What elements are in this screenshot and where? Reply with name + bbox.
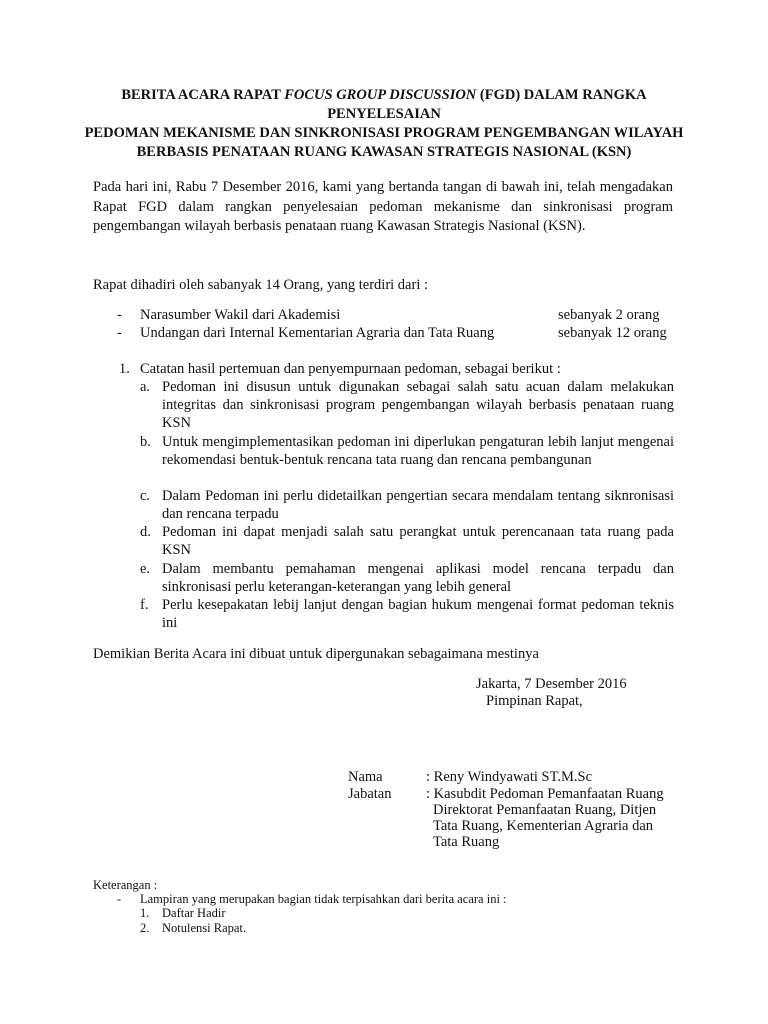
name-label: Nama — [348, 769, 383, 785]
title-line-1: BERITA ACARA RAPAT FOCUS GROUP DISCUSSION (FGD) DALAM RANGKA PENYELESAIAN — [121, 87, 647, 122]
position-line: : Kasubdit Pedoman Pemanfaatan Ruang — [426, 786, 664, 802]
closing-statement: Demikian Berita Acara ini dibuat untuk dipergunakan sebagaimana mestinya — [93, 646, 539, 662]
document-page: BERITA ACARA RAPAT FOCUS GROUP DISCUSSION (FGD) DALAM RANGKA PENYELESAIAN PEDOMAN MEKANISME DAN SINKRONISASI PROGRAM PENGEMBANGAN WILAYAH BERBASIS PENATAAN RUANG KAWASAN STRATEGIS NASIONAL (KSN) Pada hari ini, Rabu 7 Desember 2016, kami yang bertanda tangan di bawah ini, telah mengadakan Rapat FGD dalam rangkan penyelesaian pedoman mekanisme dan sinkronisasi program pengembangan wilayah berbasis penataan ruang Kawasan Strategis Nasional (KSN). Rapat dihadiri oleh sabanyak 14 Orang, yang terdiri dari : - Narasumber Wakil dari Akademisi sebanyak 2 orang - Undangan dari Internal Kementarian Agraria dan Tata Ruang sebanyak 12 orang 1. Catatan hasil pertemuan dan penyempurnaan pedoman, sebagai berikut : a. Pedoman ini disusun untuk digunakan sebagai salah satu acuan dalam melakukan integritas dan sinkronisasi program pengembangan wilayah berbasis penataan ruang KSN b. Untuk mengimplementasikan pedoman ini diperlukan pengaturan lebih lanjut mengenai rekomendasi bentuk-bentuk rencana tata ruang dan rencana pembangunan c. Dalam Pedoman ini perlu didetailkan pengertian secara mendalam tentang siknronisasi dan rencana terpadu d. Pedoman ini dapat menjadi salah satu perangkat untuk perencanaan tata ruang pada KSN e. Dalam membantu pemahaman mengenai aplikasi model rencana terpadu dan sinkronisasi perlu keterangan-keterangan yang lebih general f. Perlu kesepakatan lebij lanjut dengan bagian hukum mengenai format pedoman teknis ini Demikian Berita Acara ini dibuat untuk dipergunakan sebagaimana mestinya Jakarta, 7 Desember 2016 Pimpinan Rapat, Nama : Reny Windyawati ST.M.Sc Jabatan : Kasubdit Pedoman Pemanfaatan Ruang Direktorat Pemanfaatan Ruang, Ditjen Tata Ruang, Kementerian Agraria dan Tata Ruang Keterangan : - Lampiran yang merupakan bagian tidak terpisahkan dari berita acara ini : 1. Daftar Hadir 2. Notulensi Rapat. — [0, 0, 768, 1024]
intro-paragraph: Pada hari ini, Rabu 7 Desember 2016, kami yang bertanda tangan di bawah ini, telah mengadakan Rapat FGD dalam rangkan penyelesaian pedoman mekanisme dan sinkronisasi program pengembangan wilayah berbasis penataan ruang Kawasan Strategis Nasional (KSN). — [93, 179, 673, 234]
title-line-3: BERBASIS PENATAAN RUANG KAWASAN STRATEGIS NASIONAL (KSN) — [136, 144, 632, 160]
place-date: Jakarta, 7 Desember 2016 — [476, 676, 627, 692]
position-label: Jabatan — [348, 786, 392, 802]
title-line-2: PEDOMAN MEKANISME DAN SINKRONISASI PROGRAM PENGEMBANGAN WILAYAH — [84, 125, 684, 141]
chair-title: Pimpinan Rapat, — [486, 693, 583, 709]
remarks-heading: Keterangan : — [93, 878, 158, 892]
notes-heading: Catatan hasil pertemuan dan penyempurnaan pedoman, sebagai berikut : — [140, 361, 561, 377]
position-line: Direktorat Pemanfaatan Ruang, Ditjen — [433, 802, 657, 818]
position-line: Tata Ruang, Kementerian Agraria dan — [433, 818, 654, 834]
notes-number: 1. — [119, 361, 130, 377]
attendance-text: Rapat dihadiri oleh sabanyak 14 Orang, yang terdiri dari : — [93, 277, 429, 293]
remarks-text: Lampiran yang merupakan bagian tidak terpisahkan dari berita acara ini : — [140, 892, 507, 906]
position-line: Tata Ruang — [433, 834, 500, 850]
document-title — [80, 86, 688, 162]
name-value: : Reny Windyawati ST.M.Sc — [426, 769, 593, 785]
